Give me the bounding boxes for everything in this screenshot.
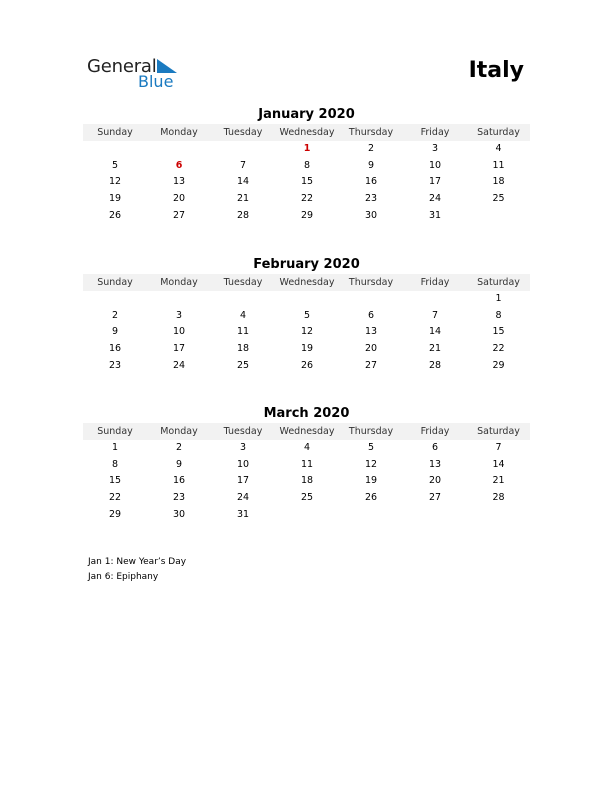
day-cell: 5: [111, 159, 119, 171]
day-cell: 6: [175, 159, 183, 171]
day-cell: 3: [175, 309, 183, 321]
day-cell: [403, 507, 467, 524]
day-cell: 21: [492, 475, 505, 487]
day-cell: 2: [111, 309, 119, 321]
day-cell: 19: [364, 475, 378, 487]
week-row: [83, 457, 530, 474]
day-cell: 21: [428, 343, 442, 355]
day-cell: 31: [428, 209, 442, 221]
logo-blue-text: Blue: [138, 72, 174, 91]
day-cell: 22: [108, 492, 122, 504]
weekday-label: Sunday: [97, 127, 133, 138]
day-cell: 18: [236, 343, 250, 355]
day-cell: 30: [364, 209, 378, 221]
day-cell: [211, 291, 275, 308]
day-cell: 10: [172, 326, 186, 338]
day-cell: 6: [367, 309, 375, 321]
weekday-label: Tuesday: [223, 277, 263, 288]
day-cell: 7: [495, 442, 502, 453]
holiday-list: [88, 555, 186, 584]
week-row: [83, 291, 530, 308]
day-cell: 15: [492, 326, 505, 338]
week-row: [83, 473, 530, 490]
day-cell: 4: [239, 309, 247, 321]
day-cell: 26: [300, 359, 314, 371]
week-row: [83, 490, 530, 507]
day-cell: 14: [492, 458, 505, 470]
day-cell: 1: [303, 143, 311, 154]
day-cell: 15: [108, 475, 122, 487]
day-cell: [403, 291, 467, 308]
day-cell: 1: [495, 293, 502, 304]
day-cell: 22: [300, 193, 314, 205]
week-row: [83, 141, 530, 158]
day-cell: 19: [300, 343, 314, 355]
day-cell: 29: [300, 209, 314, 221]
day-cell: 16: [108, 343, 122, 355]
day-cell: 28: [492, 492, 505, 504]
logo: [87, 56, 187, 92]
day-cell: 8: [495, 309, 502, 321]
day-cell: [147, 291, 211, 308]
weekday-header-row: [83, 274, 530, 291]
day-cell: 15: [300, 176, 314, 188]
day-cell: 29: [492, 359, 505, 371]
weekday-header-row: [83, 423, 530, 440]
day-cell: 30: [172, 508, 186, 520]
day-cell: 9: [111, 326, 119, 338]
day-cell: 11: [300, 458, 314, 470]
day-cell: 28: [428, 359, 442, 371]
day-cell: [147, 141, 211, 158]
week-row: [83, 158, 530, 175]
day-cell: 3: [431, 143, 439, 154]
weekday-label: Monday: [160, 426, 198, 437]
week-row: [83, 208, 530, 225]
weekday-label: Monday: [160, 277, 198, 288]
day-cell: 21: [236, 193, 250, 205]
day-cell: 27: [428, 492, 442, 504]
holiday-item: Jan 6: Epiphany: [88, 571, 159, 582]
month-title: February 2020: [253, 257, 360, 272]
day-cell: 1: [111, 442, 119, 453]
weekday-label: Thursday: [348, 127, 394, 138]
day-cell: [467, 507, 530, 524]
day-cell: 25: [492, 193, 505, 205]
day-cell: 2: [367, 143, 375, 154]
country-title: Italy: [468, 58, 524, 83]
day-cell: 26: [364, 492, 378, 504]
week-row: [83, 358, 530, 375]
weekday-label: Wednesday: [279, 426, 335, 437]
day-cell: 7: [431, 309, 439, 321]
weekday-label: Tuesday: [223, 426, 263, 437]
day-cell: 23: [108, 359, 122, 371]
month-title: March 2020: [263, 406, 350, 421]
day-cell: 27: [172, 209, 186, 221]
day-cell: 12: [364, 458, 378, 470]
month-calendar: [83, 256, 530, 374]
day-cell: [83, 141, 147, 158]
day-cell: 9: [367, 159, 375, 171]
day-cell: 3: [239, 442, 247, 453]
weekday-label: Wednesday: [279, 277, 335, 288]
week-row: [83, 341, 530, 358]
weekday-label: Tuesday: [223, 127, 263, 138]
day-cell: 7: [239, 159, 247, 171]
day-cell: 8: [303, 159, 311, 171]
day-cell: 9: [175, 458, 183, 470]
logo-triangle-icon: [157, 59, 177, 73]
day-cell: [467, 208, 530, 225]
weekday-label: Saturday: [477, 277, 520, 288]
day-cell: 12: [108, 176, 122, 188]
day-cell: 14: [428, 326, 442, 338]
day-cell: 18: [300, 475, 314, 487]
day-cell: 13: [172, 176, 186, 188]
weekday-label: Thursday: [348, 277, 394, 288]
day-cell: 10: [236, 458, 250, 470]
weekday-label: Friday: [420, 426, 450, 437]
day-cell: 18: [492, 176, 505, 188]
weekday-label: Saturday: [477, 127, 520, 138]
day-cell: 11: [236, 326, 250, 338]
week-row: [83, 440, 530, 457]
week-row: [83, 324, 530, 341]
day-cell: 20: [428, 475, 442, 487]
day-cell: 28: [236, 209, 250, 221]
day-cell: 19: [108, 193, 122, 205]
day-cell: 5: [367, 442, 375, 453]
weekday-label: Friday: [420, 277, 450, 288]
weekday-label: Monday: [160, 127, 198, 138]
day-cell: 12: [300, 326, 314, 338]
week-row: [83, 174, 530, 191]
day-cell: 14: [236, 176, 250, 188]
day-cell: 16: [172, 475, 186, 487]
day-cell: 25: [236, 359, 250, 371]
weekday-label: Friday: [420, 127, 450, 138]
day-cell: 20: [172, 193, 186, 205]
week-row: [83, 191, 530, 208]
day-cell: [275, 507, 339, 524]
day-cell: 11: [492, 159, 505, 171]
weekday-label: Sunday: [97, 277, 133, 288]
day-cell: [339, 291, 403, 308]
day-cell: 2: [175, 442, 183, 453]
day-cell: 6: [431, 442, 439, 453]
day-cell: 27: [364, 359, 378, 371]
month-calendar: [83, 405, 530, 523]
day-cell: 26: [108, 209, 122, 221]
weekday-label: Wednesday: [279, 127, 335, 138]
day-cell: [339, 507, 403, 524]
day-cell: 17: [236, 475, 250, 487]
day-cell: 17: [172, 343, 186, 355]
day-cell: 5: [303, 309, 311, 321]
day-cell: 23: [172, 492, 186, 504]
month-calendar: [83, 106, 530, 224]
day-cell: 20: [364, 343, 378, 355]
holiday-item: Jan 1: New Year’s Day: [88, 557, 187, 567]
day-cell: 24: [172, 359, 186, 371]
day-cell: 17: [428, 176, 442, 188]
day-cell: 4: [303, 442, 311, 453]
week-row: [83, 308, 530, 325]
day-cell: 24: [236, 492, 250, 504]
day-cell: 25: [300, 492, 314, 504]
day-cell: 13: [364, 326, 378, 338]
day-cell: 29: [108, 508, 122, 520]
week-row: [83, 507, 530, 524]
logo-general-text: General: [87, 56, 157, 77]
day-cell: 23: [364, 193, 378, 205]
weekday-label: Saturday: [477, 426, 520, 437]
day-cell: 13: [428, 458, 442, 470]
day-cell: [275, 291, 339, 308]
day-cell: [211, 141, 275, 158]
month-title: January 2020: [258, 107, 355, 122]
day-cell: [83, 291, 147, 308]
day-cell: 10: [428, 159, 442, 171]
day-cell: 31: [236, 508, 250, 520]
day-cell: 16: [364, 176, 378, 188]
weekday-label: Thursday: [348, 426, 394, 437]
weekday-label: Sunday: [97, 426, 133, 437]
weekday-header-row: [83, 124, 530, 141]
day-cell: 24: [428, 193, 442, 205]
day-cell: 4: [495, 143, 502, 154]
day-cell: 22: [492, 343, 505, 355]
day-cell: 8: [111, 458, 119, 470]
